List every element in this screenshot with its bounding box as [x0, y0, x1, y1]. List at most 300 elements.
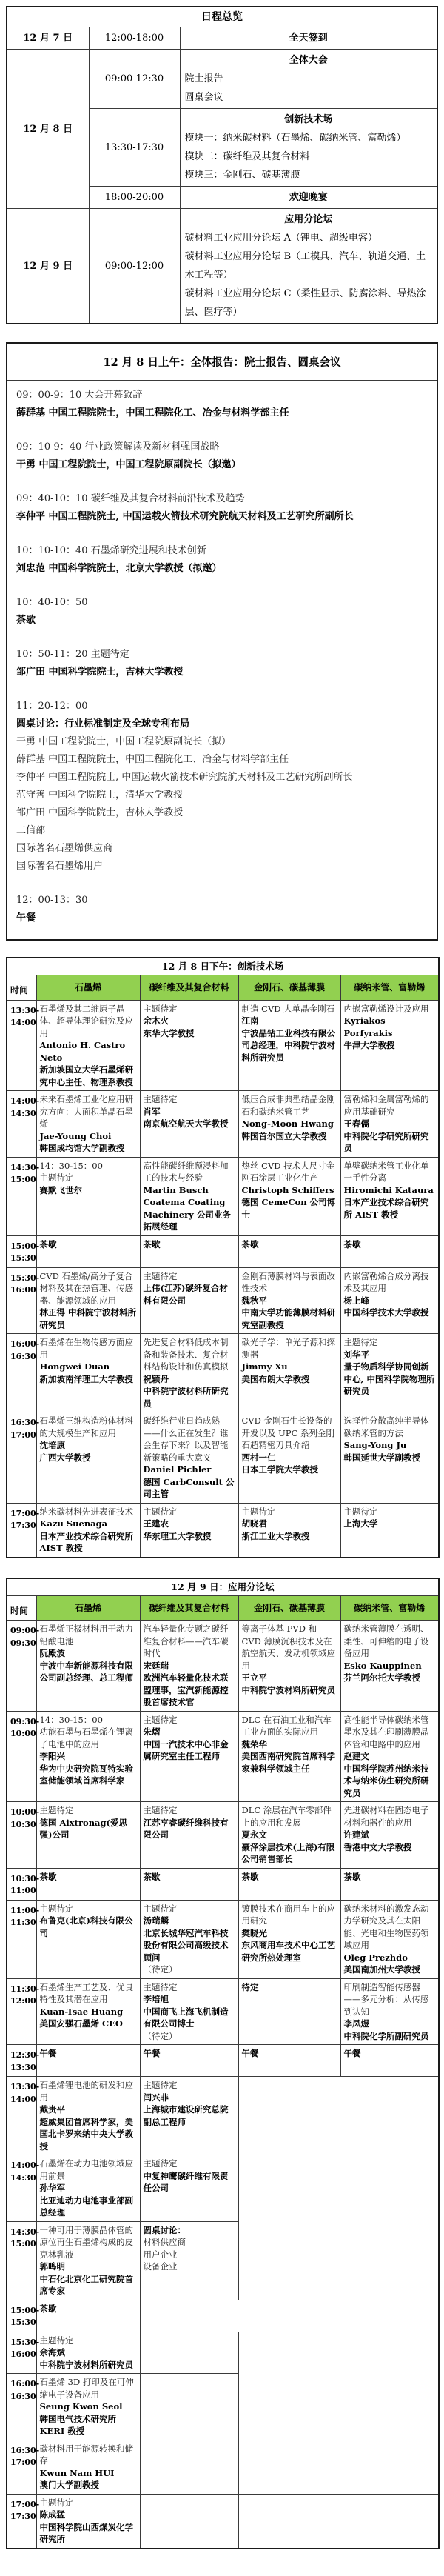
topic-line: 主题待定 [143, 1805, 178, 1815]
time-end: 17:30 [10, 2512, 36, 2521]
agenda-speaker-line: 薛群基 中国工程院院士，中国工程院化工、冶金与材料学部主任 [16, 407, 289, 418]
time-end: 17:00 [10, 1429, 36, 1440]
schedule-cell [36, 1711, 140, 1802]
empty-merged-cell [238, 2332, 439, 2494]
speaker-line: Kuan-Tsae Huang [39, 2006, 124, 2017]
speaker-line: 欧洲汽车轻量化技术联盟理事，宝汽新能源控股首席技术官 [143, 1672, 229, 1707]
session-time [7, 1621, 40, 1712]
agenda-item [16, 698, 428, 875]
topic-line: 金刚石薄膜材料与表面改性技术 [241, 1270, 335, 1293]
schedule-cell [140, 2440, 238, 2494]
agenda-topic-line: 10：50-11：20 主题待定 [16, 649, 130, 660]
session-time [7, 2045, 40, 2077]
topic-line: 热丝 CVD 技术大尺寸金刚石涂层工业化生产 [241, 1160, 335, 1183]
schedule-cell [36, 2300, 140, 2332]
speaker-line: 美国南加州大学教授 [343, 1964, 420, 1975]
time-start: 15:30- [10, 2337, 40, 2347]
speaker-line: Antonio H. Castro Neto [39, 1040, 126, 1063]
topic-line: 内嵌富勒烯合成分离技术及其应用 [343, 1270, 429, 1293]
speaker-line: Esko Kauppinen [343, 1660, 422, 1671]
session-line: 模块一：纳米碳材料（石墨烯、碳纳米管、富勒烯） [184, 133, 406, 144]
schedule-cell [140, 1412, 238, 1504]
topic-line: 选择性分散高纯半导体碳纳米管的方法 [343, 1415, 429, 1438]
speaker-line: 新加坡国立大学石墨烯研究中心主任、物理系教授 [39, 1064, 133, 1087]
topic-line: 高性能半导体碳纳米管墨水及其在印刷薄膜晶体管和电路中的应用 [343, 1714, 429, 1749]
session-line: 院士报告 [184, 73, 223, 84]
schedule-cell [140, 1503, 238, 1558]
table-title: 12 月 8 日下午：创新技术场 [7, 958, 439, 975]
track-column-header: 金刚石、碳基薄膜 [238, 1595, 340, 1621]
speaker-line: 中科院化学研究所研究员 [343, 1130, 429, 1153]
topic-line: 主题待定 [241, 1506, 276, 1517]
speaker-line: 李凤煜 [343, 2018, 369, 2029]
speaker-line: 日本工学院大学教授 [241, 1464, 318, 1475]
session-time [7, 1334, 40, 1412]
schedule-cell [238, 1334, 340, 1412]
speaker-line: 澳门大学副教授 [39, 2480, 99, 2490]
speaker-line: 华为中央研究院瓦特实验室储能领域首席科学家 [39, 1763, 133, 1786]
speaker-line: 午餐 [143, 2048, 161, 2058]
time-start: 16:30- [10, 1418, 40, 1427]
time-start: 12:30- [10, 2050, 40, 2060]
speaker-line: 茶歇 [39, 2303, 57, 2314]
agenda-item [16, 594, 428, 630]
agenda-speaker-line: 午餐 [16, 912, 36, 924]
time-end: 16:30 [10, 1351, 36, 1361]
time-start: 09:30- [10, 1716, 40, 1726]
date-cell: 12 月 7 日 [7, 27, 89, 50]
innovation-session-table [6, 957, 440, 1558]
schedule-cell [238, 1978, 340, 2045]
morning-items [7, 381, 437, 939]
speaker-line: 日本产业技术综合研究所 AIST 教授 [343, 1197, 429, 1220]
speaker-line: 西村一仁 [241, 1452, 276, 1463]
time-cell: 09:00-12:00 [89, 209, 180, 324]
speaker-line: 量子物质科学协同创新中心, 中国科学院物理所研究员 [343, 1361, 435, 1396]
topic-line: 用户企业 [143, 2249, 178, 2260]
speaker-line: 林正得 中科院宁波材料所研究员 [39, 1307, 137, 1330]
schedule-cell [340, 1157, 439, 1235]
schedule-cell [140, 2374, 238, 2440]
time-start: 14:00- [10, 2160, 40, 2170]
speaker-line: 王建农 [143, 1518, 169, 1529]
time-end: 15:30 [10, 1253, 36, 1263]
speaker-line: 江南 [241, 1015, 259, 1026]
schedule-cell [238, 1157, 340, 1235]
speaker-line: 韩国延世大学副教授 [343, 1452, 420, 1463]
topic-line: 富勒烯和金属富勒烯的应用基础研究 [343, 1094, 429, 1117]
speaker-line: 韩国成均馆大学副教授 [39, 1143, 125, 1153]
agenda-topic-line: 11：20-12：00 [16, 701, 88, 712]
topic-line: 石墨烯锂电池的研发和应用 [39, 2080, 133, 2103]
agenda-speaker-line: 干勇 中国工程院院士，中国工程院原副院长（拟邀） [16, 459, 241, 470]
topic-line: 主题待定 [39, 1172, 74, 1183]
topic-line: DLC 涂层在汽车零部件上的应用和发展 [241, 1805, 332, 1828]
topic-line: 石墨烯 3D 打印及在可伸缩电子设备应用 [39, 2377, 134, 2400]
schedule-cell [36, 2077, 140, 2155]
schedule-cell [340, 1802, 439, 1869]
schedule-cell [340, 2045, 439, 2077]
speaker-line: 午餐 [39, 2048, 57, 2058]
time-end: 15:00 [10, 2239, 36, 2249]
time-end: 14:30 [10, 2172, 36, 2183]
agenda-item [16, 387, 428, 422]
time-start: 17:00- [10, 1508, 40, 1518]
speaker-line: 李培旭 [143, 1994, 169, 2004]
speaker-line: 中国科学院山西煤炭化学研究所 [39, 2521, 133, 2544]
time-start: 15:30- [10, 1272, 40, 1283]
session-line: 碳材料工业应用分论坛 A（锂电、超级电容） [184, 233, 378, 244]
schedule-cell [238, 1711, 340, 1802]
schedule-cell [140, 1235, 238, 1267]
time-end: 11:30 [10, 1918, 36, 1927]
morning-section [6, 342, 438, 941]
schedule-cell [340, 1503, 439, 1558]
topic-line: 纳米碳材料先进表征技术 [39, 1506, 133, 1517]
speaker-line: 樊晓光 [241, 1927, 267, 1938]
speaker-line: 茶歇 [39, 1238, 57, 1249]
speaker-line: 宁波中车新能源科技有限公司副总经理、总工程师 [39, 1660, 133, 1683]
track-column-header: 石墨烯 [36, 1595, 140, 1621]
session-time [7, 1802, 40, 1869]
empty-merged-cell [238, 2077, 439, 2300]
time-start: 16:00- [10, 1339, 40, 1349]
event-cell [180, 109, 437, 187]
speaker-line: 李阳兴 [39, 1751, 65, 1761]
track-column-header: 碳纤维及其复合材料 [140, 975, 238, 1001]
schedule-cell [238, 1412, 340, 1504]
schedule-cell [140, 1868, 238, 1900]
schedule-cell [36, 2221, 140, 2300]
speaker-line: 宋廷瑞 [143, 1660, 169, 1671]
schedule-cell [140, 2494, 238, 2549]
speaker-line: Kwun Nam HUI [39, 2467, 115, 2478]
session-time [7, 2374, 40, 2440]
overview-title: 日程总览 [7, 7, 437, 27]
time-end: 14:30 [10, 1108, 36, 1118]
schedule-cell [140, 1091, 238, 1158]
topic-line: 碳纤维行业日趋成熟——什么正在发生？谁会生存下来？以及智能新策略的重大意义 [143, 1415, 229, 1463]
agenda-topic-line: 薛群基 中国工程院院士，中国工程院化工、冶金与材料学部主任 [16, 754, 289, 765]
schedule-cell [238, 1802, 340, 1869]
event-cell: 欢迎晚宴 [180, 187, 437, 209]
speaker-line: 肖军 [143, 1106, 161, 1117]
session-heading: 全体大会 [289, 55, 328, 66]
application-table-mount [6, 1578, 438, 2549]
topic-line: 一种可用于薄膜晶体管的原位再生石墨烯构成的皮克林乳液 [39, 2224, 133, 2260]
session-time [7, 1091, 40, 1158]
track-column-header: 石墨烯 [36, 975, 140, 1001]
topic-line: 汽车轻量化专题之碳纤维复合材料——汽车碳时代 [143, 1624, 229, 1658]
time-start: 16:30- [10, 2445, 40, 2455]
schedule-cell [140, 1802, 238, 1869]
topic-line: 主题待定 [143, 1270, 178, 1281]
agenda-speaker-line: 茶歇 [16, 615, 36, 626]
speaker-line: 佘海斌 [39, 2347, 65, 2358]
session-time [7, 2221, 40, 2300]
topic-line: 单壁碳纳米管工业化单一手性分离 [343, 1160, 429, 1183]
speaker-line: 沈培康 [39, 1440, 65, 1450]
speaker-line: 朱熠 [143, 1726, 161, 1737]
schedule-cell [340, 1334, 439, 1412]
speaker-line: 比亚迪动力电池事业部副总经理 [39, 2195, 133, 2218]
schedule-cell [36, 1621, 140, 1712]
agenda-topic-line: 09：00-9：10 大会开幕致辞 [16, 390, 143, 401]
speaker-line: Hiromichi Kataura [343, 1184, 434, 1195]
speaker-line: 茶歇 [343, 1238, 361, 1249]
speaker-line: 中石化北京化工研究院首席专家 [39, 2273, 133, 2296]
speaker-line: 广西大学教授 [39, 1452, 91, 1463]
speaker-line: 韩国电气技术研究所 [39, 2413, 116, 2424]
schedule-cell [238, 1000, 340, 1091]
date-cell: 12 月 9 日 [7, 209, 89, 324]
time-end: 17:00 [10, 2457, 36, 2467]
speaker-line: 魏荣华 [241, 1738, 267, 1749]
session-time [7, 2077, 40, 2155]
agenda-item [16, 490, 428, 526]
speaker-line: 豪泽涂层技术(上海)有限公司销售部长 [241, 1841, 335, 1864]
speaker-line: 美国西南研究院首席科学家兼科学领域主任 [241, 1751, 335, 1774]
speaker-line: Hongwei Duan [39, 1361, 110, 1372]
overview-table [6, 6, 438, 324]
agenda-topic-line: 09：40-10：10 碳纤维及其复合材料前沿技术及趋势 [16, 493, 245, 504]
topic-line: 低压合成非典型结晶金刚石和碳纳米管工艺 [241, 1094, 335, 1117]
time-cell: 18:00-20:00 [89, 187, 180, 209]
topic-line: 石墨烯生产工艺及、优良特性及其潜在应用 [39, 1981, 133, 2004]
agenda-item [16, 542, 428, 578]
time-end: 10:00 [10, 1729, 36, 1738]
schedule-cell [238, 1235, 340, 1267]
speaker-line: 阮殿波 [39, 1648, 65, 1658]
schedule-cell [36, 1157, 140, 1235]
time-start: 16:00- [10, 2379, 40, 2389]
topic-line: 主题待定 [39, 1805, 74, 1815]
schedule-cell [140, 2045, 238, 2077]
session-time [7, 1711, 40, 1802]
agenda-item [16, 438, 428, 474]
topic-line: 设备企业 [143, 2261, 178, 2272]
topic-line: 印刷制造智能传感器——多元分析：从传感到认知 [343, 1981, 429, 2017]
topic-line: 主题待定 [143, 1003, 178, 1014]
topic-line: 主题待定 [143, 1506, 178, 1517]
speaker-line: 香港中文大学教授 [343, 1841, 412, 1852]
time-start: 17:00- [10, 2499, 40, 2509]
schedule-cell [140, 2332, 238, 2374]
schedule-cell [36, 2494, 140, 2549]
agenda-topic-line: 李仲平 中国工程院院士, 中国运载火箭技术研究院航天材料及工艺研究所副所长 [16, 772, 353, 783]
time-start: 11:00- [10, 1905, 40, 1915]
schedule-cell [36, 1868, 140, 1900]
time-end: 17:30 [10, 1521, 36, 1530]
speaker-line: Jimmy Xu [241, 1361, 288, 1372]
speaker-line: 北京长城华冠汽车科技股份有限公司高级技术顾问 [143, 1927, 229, 1963]
topic-line: 先进复合材料低成本制备和装备技术、复合材料结构设计和仿真模拟 [143, 1337, 229, 1372]
schedule-cell [140, 2077, 238, 2155]
topic-line: 材料供应商 [143, 2237, 186, 2247]
speaker-line: 王立平 [241, 1672, 267, 1683]
topic-line: 内嵌富勒烯设计及应用 [343, 1003, 429, 1014]
date-cell: 12 月 8 日 [7, 50, 89, 209]
speaker-line: 芬兰阿尔托大学教授 [343, 1672, 420, 1683]
schedule-cell [36, 1900, 140, 1978]
topic-line: 主题待定 [39, 2335, 74, 2346]
agenda-item [16, 892, 428, 927]
speaker-line: 杨上峰 [343, 1295, 369, 1306]
speaker-line: 宁波晶钻工业科技有限公司总经理，中科院宁波材料所研究员 [241, 1027, 335, 1063]
speaker-line: 浙江工业大学教授 [241, 1530, 310, 1541]
schedule-cell [340, 1235, 439, 1267]
agenda-topic-line: 范守善 中国科学院院士，清华大学教授 [16, 790, 184, 801]
schedule-cell [238, 1868, 340, 1900]
agenda-topic-line: 干勇 中国工程院院士，中国工程院原副院长（拟） [16, 736, 232, 747]
time-end: 12:00 [10, 1996, 36, 2006]
speaker-line: 韩国首尔国立大学教授 [241, 1130, 327, 1141]
time-cell: 09:00-12:30 [89, 50, 180, 109]
schedule-cell [140, 2155, 238, 2222]
session-time [7, 2155, 40, 2222]
session-time [7, 1900, 40, 1978]
agenda-topic-line: 邹广田 中国科学院院士，吉林大学教授 [16, 807, 184, 818]
time-start: 10:00- [10, 1807, 40, 1817]
schedule-cell [36, 1235, 140, 1267]
schedule-cell [36, 2332, 140, 2374]
session-time [7, 1978, 40, 2045]
schedule-cell [36, 1978, 140, 2045]
speaker-line: 上海城市建设研究总院副总工程师 [143, 2104, 229, 2127]
time-end: 16:00 [10, 2349, 36, 2359]
schedule-cell [140, 1334, 238, 1412]
session-time [7, 1000, 40, 1091]
topic-line: 先进碳材料在固态电子材料和器件的应用 [343, 1805, 429, 1828]
schedule-cell [140, 1157, 238, 1235]
speaker-line: 王春儒 [343, 1118, 369, 1129]
schedule-cell [340, 1978, 439, 2045]
speaker-line: 午餐 [241, 2048, 259, 2058]
session-time [7, 1868, 40, 1900]
speaker-line: 中科院化学所副研究员 [343, 2030, 429, 2041]
topic-line: 主题待定 [143, 1981, 178, 1992]
schedule-cell [238, 1091, 340, 1158]
session-time [7, 2300, 40, 2332]
topic-line: 功能石墨与石墨烯在锂离子电池中的应用 [39, 1726, 133, 1749]
track-column-header: 碳纳米管、富勒烯 [340, 1595, 439, 1621]
speaker-line: 美国布朗大学教授 [241, 1373, 310, 1384]
application-session-table [6, 1578, 440, 2549]
agenda-speaker-line: 圆桌讨论：行业标准制定及全球专利布局 [16, 718, 190, 730]
time-start: 13:30- [10, 1005, 40, 1015]
schedule-cell [340, 1711, 439, 1802]
speaker-line: 茶歇 [241, 1238, 259, 1249]
schedule-cell [36, 1412, 140, 1504]
speaker-line: 茶歇 [343, 1871, 361, 1882]
speaker-line: 东华大学教授 [143, 1027, 195, 1038]
speaker-line: Kazu Suenaga [39, 1518, 108, 1529]
agenda-topic-line: 12：00-13：30 [16, 895, 88, 906]
topic-line: （待定） [143, 1964, 178, 1975]
speaker-line: 胡晓君 [241, 1518, 267, 1529]
schedule-cell [140, 1978, 238, 2045]
session-time [7, 1267, 40, 1334]
speaker-line: 圆桌讨论： [143, 2224, 186, 2235]
topic-line: 石墨烯三维构造粉体材料的大规模生产和应用 [39, 1415, 133, 1438]
agenda-topic-line: 10：10-10：40 石墨烯研究进展和技术创新 [16, 545, 206, 556]
empty-merged-cell [238, 2494, 439, 2549]
schedule-cell [36, 1091, 140, 1158]
session-heading: 创新技术场 [284, 114, 333, 125]
session-time [7, 1157, 40, 1235]
session-line: 圆桌会议 [184, 92, 223, 103]
schedule-cell [36, 2374, 140, 2440]
time-column-header: 时间 [7, 975, 36, 1001]
topic-line: 14：30-15：00 [39, 1160, 103, 1171]
speaker-line: Martin Busch [143, 1184, 209, 1195]
schedule-cell [140, 1711, 238, 1802]
time-start: 14:30- [10, 2226, 40, 2237]
speaker-line: 中南大学功能薄膜材料研究室副教授 [241, 1307, 335, 1330]
speaker-line: 布鲁克(北京)科技有限公司 [39, 1915, 133, 1938]
topic-line: 主题待定 [343, 1337, 378, 1347]
speaker-line: 茶歇 [143, 1238, 161, 1249]
agenda-topic-line: 工信部 [16, 825, 46, 836]
schedule-cell [36, 2155, 140, 2222]
speaker-line: Kyriakos Porfyrakis [343, 1015, 393, 1038]
time-cell: 12:00-18:00 [89, 27, 180, 50]
agenda-item [16, 646, 428, 681]
time-start: 14:30- [10, 1162, 40, 1172]
speaker-line: 孙华军 [39, 2183, 65, 2193]
session-time [7, 1235, 40, 1267]
session-line: 模块三：金刚石、碳基薄膜 [184, 170, 300, 181]
time-start: 09:00- [10, 1626, 40, 1635]
schedule-cell [36, 1802, 140, 1869]
speaker-line: 中复神鹰碳纤维有限责任公司 [143, 2170, 229, 2193]
agenda-speaker-line: 李仲平 中国工程院院士, 中国运载火箭技术研究院航天材料及工艺研究所副所长 [16, 511, 354, 522]
topic-line: CVD 金刚石生长设备的开发以及 UPC 系列金刚石超精密刀具介绍 [241, 1415, 335, 1450]
time-end: 14:00 [10, 2094, 36, 2104]
session-time [7, 1503, 40, 1558]
speaker-line: 新加坡南洋理工大学教授 [39, 1373, 133, 1384]
time-start: 15:00- [10, 2305, 40, 2315]
speaker-line: 牛津大学教授 [343, 1040, 395, 1050]
schedule-cell [140, 1267, 238, 1334]
speaker-line: Seung Kwon Seol [39, 2401, 123, 2412]
session-time [7, 2440, 40, 2494]
topic-line: 主题待定 [143, 1094, 178, 1104]
schedule-cell [238, 1621, 340, 1712]
speaker-line: 赛默飞世尔 [39, 1184, 82, 1195]
time-end: 15:00 [10, 1175, 36, 1184]
schedule-cell [140, 2221, 238, 2300]
topic-line: 镀膜技术在商用车上的应用研究 [241, 1903, 335, 1926]
schedule-cell [140, 1000, 238, 1091]
speaker-line: 中国商飞上海飞机制造有限公司博士 [143, 2006, 229, 2029]
speaker-line: 茶歇 [241, 1871, 259, 1882]
speaker-line: 华东理工大学教授 [143, 1530, 212, 1541]
schedule-cell [36, 1334, 140, 1412]
speaker-line: 待定 [241, 1981, 259, 1992]
speaker-line: 中国科学技术大学教授 [343, 1307, 429, 1318]
session-heading: 应用分论坛 [284, 214, 333, 225]
track-column-header: 碳纳米管、富勒烯 [340, 975, 439, 1001]
topic-line: 制造 CVD 大单晶金刚石 [241, 1003, 335, 1014]
speaker-line: 午餐 [343, 2048, 361, 2058]
speaker-line: Sang-Yong Ju [343, 1440, 407, 1450]
session-time [7, 1412, 40, 1504]
speaker-line: 东风商用车技术中心工艺研究所热处理室 [241, 1940, 335, 1963]
agenda-speaker-line: 刘忠范 中国科学院院士，北京大学教授（拟邀） [16, 563, 222, 574]
topic-line: 碳材料用于能源转换和储存 [39, 2443, 133, 2466]
speaker-line: 超威集团首席科学家，美国北卡罗来纳中央大学教授 [39, 2116, 133, 2152]
